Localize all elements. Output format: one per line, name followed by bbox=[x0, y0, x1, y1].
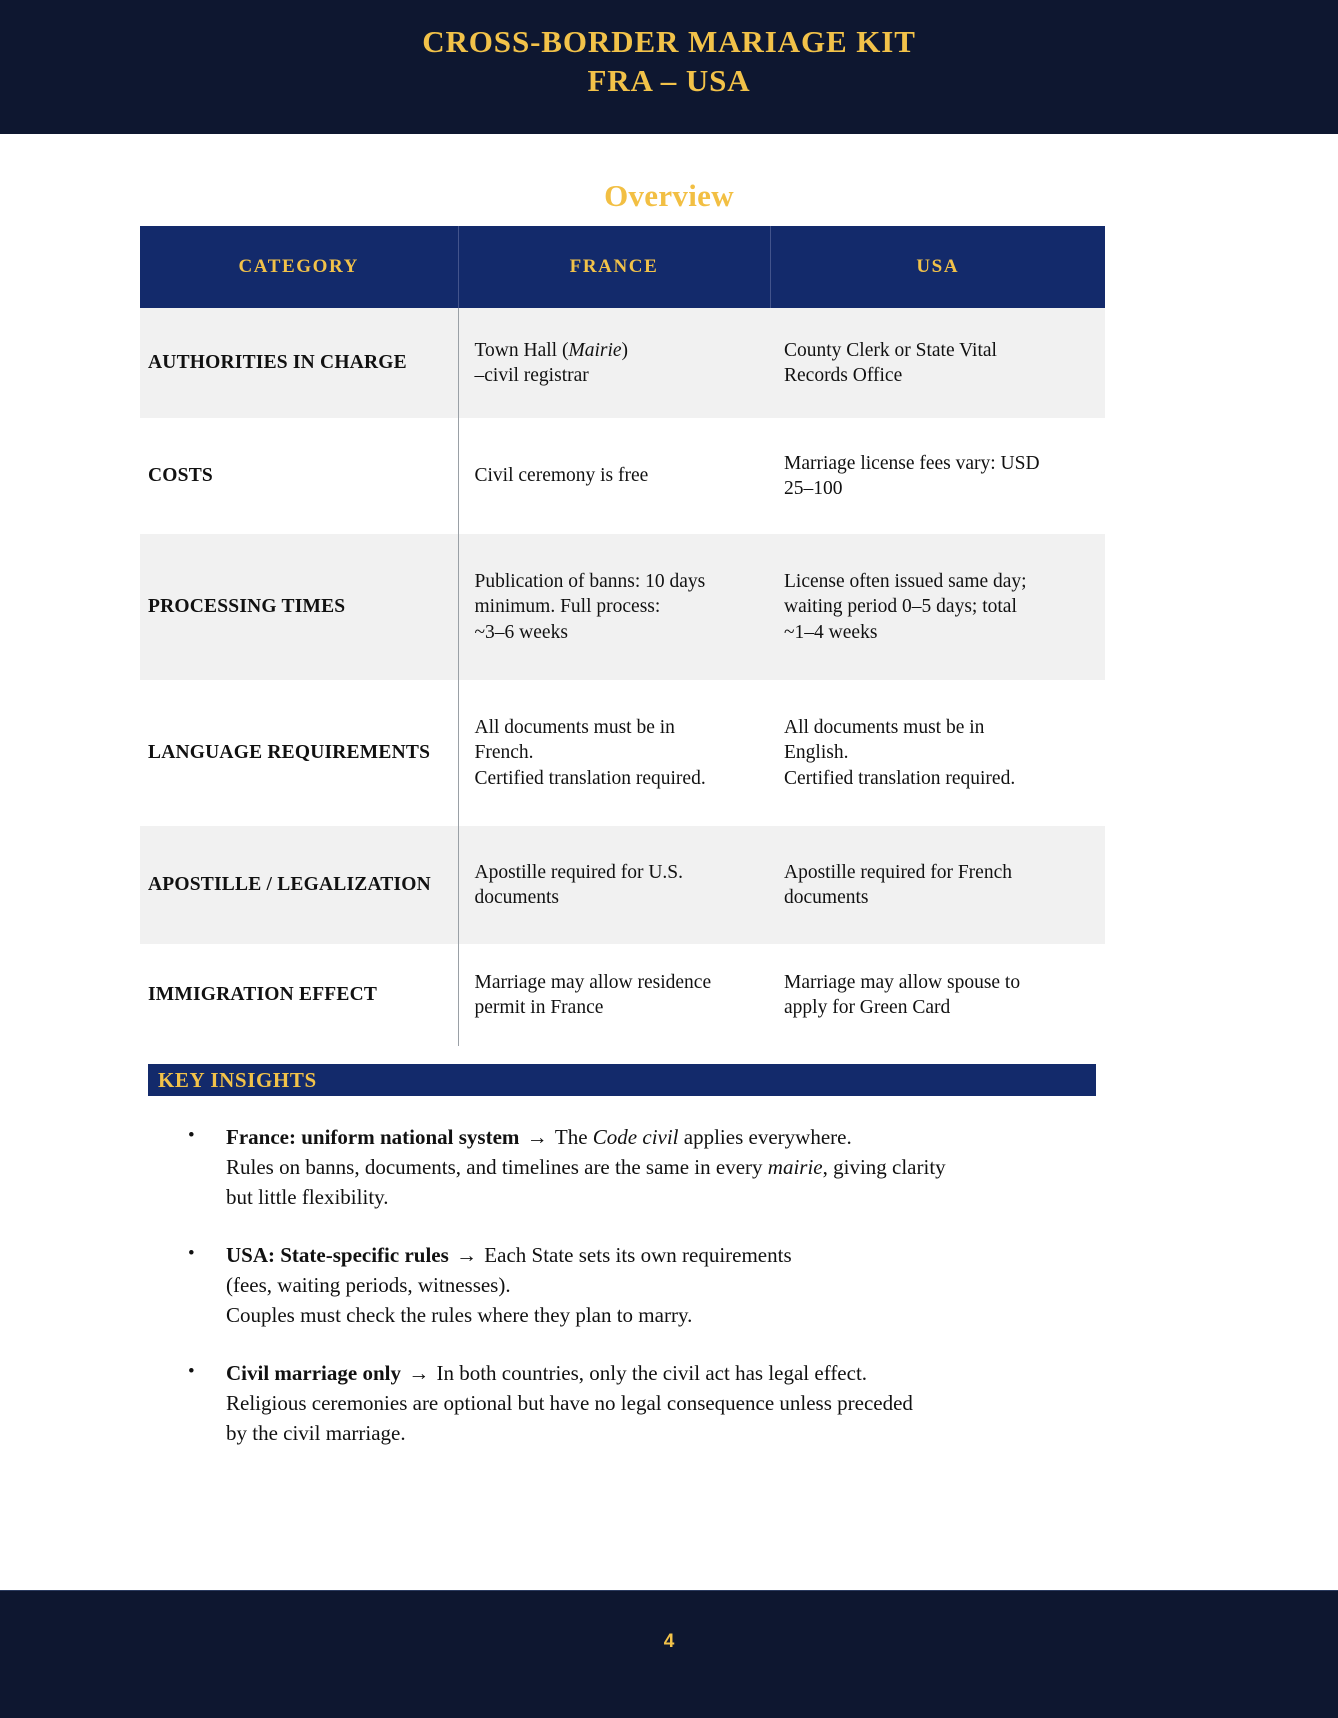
insight-line: but little flexibility. bbox=[226, 1185, 389, 1209]
cell-usa bbox=[770, 680, 1105, 826]
cell-line: Publication of banns: 10 days bbox=[474, 570, 706, 592]
cell-usa bbox=[770, 418, 1105, 534]
cell-france bbox=[458, 418, 770, 534]
arrow-icon: → bbox=[450, 1243, 483, 1267]
page-content bbox=[0, 178, 1338, 1448]
cell-line: Certified translation required. bbox=[784, 767, 1016, 789]
cell-line: apply for Green Card bbox=[784, 997, 951, 1018]
cell-line: County Clerk or State Vital bbox=[784, 339, 997, 361]
cell-usa bbox=[770, 534, 1105, 680]
cell-line: ~3–6 weeks bbox=[474, 621, 568, 643]
cell-category: COSTS bbox=[140, 418, 458, 534]
document-header-banner bbox=[0, 0, 1338, 134]
table-row bbox=[140, 308, 1105, 418]
cell-line: Town Hall (Mairie) bbox=[474, 339, 629, 361]
cell-usa bbox=[770, 308, 1105, 418]
cell-usa bbox=[770, 826, 1105, 944]
cell-category: AUTHORITIES IN CHARGE bbox=[140, 308, 458, 418]
key-insight-item bbox=[188, 1122, 1198, 1212]
cell-france bbox=[458, 826, 770, 944]
cell-line: ~1–4 weeks bbox=[784, 621, 878, 643]
table-body bbox=[140, 308, 1105, 1046]
cell-france bbox=[458, 680, 770, 826]
table-header-row bbox=[140, 226, 1105, 308]
table-row bbox=[140, 680, 1105, 826]
table-row bbox=[140, 534, 1105, 680]
cell-category: APOSTILLE / LEGALIZATION bbox=[140, 826, 458, 944]
column-header-category: CATEGORY bbox=[140, 226, 458, 308]
page-number: 4 bbox=[663, 1631, 675, 1652]
cell-line: English. bbox=[784, 742, 849, 764]
cell-line: Certified translation required. bbox=[474, 767, 706, 789]
cell-line: Civil ceremony is free bbox=[474, 465, 649, 487]
cell-france bbox=[458, 534, 770, 680]
key-insights-band bbox=[148, 1064, 1096, 1096]
cell-category: PROCESSING TIMES bbox=[140, 534, 458, 680]
cell-line: minimum. Full process: bbox=[474, 596, 661, 618]
cell-line: All documents must be in bbox=[474, 716, 675, 738]
column-header-france: FRANCE bbox=[458, 226, 770, 308]
key-insight-item bbox=[188, 1240, 1198, 1330]
cell-category: IMMIGRATION EFFECT bbox=[140, 944, 458, 1046]
insight-line: Rules on banns, documents, and timelines are the same in every mairie, giving clarity bbox=[226, 1155, 946, 1179]
insight-line: Religious ceremonies are optional but have no legal consequence unless preceded bbox=[226, 1391, 913, 1415]
arrow-icon: → bbox=[402, 1361, 435, 1385]
cell-line: –civil registrar bbox=[474, 365, 589, 386]
cell-line: Marriage license fees vary: USD bbox=[784, 452, 1040, 474]
insight-lead: France: uniform national system bbox=[226, 1125, 520, 1149]
insight-first-line: • Civil marriage only → In both countries, only the civil act has legal effect. bbox=[226, 1361, 868, 1385]
cell-category: LANGUAGE REQUIREMENTS bbox=[140, 680, 458, 826]
cell-france bbox=[458, 308, 770, 418]
key-insights-list bbox=[140, 1122, 1198, 1448]
cell-line: documents bbox=[784, 887, 869, 908]
key-insight-item bbox=[188, 1358, 1198, 1448]
insight-line: by the civil marriage. bbox=[226, 1421, 406, 1445]
table-row bbox=[140, 944, 1105, 1046]
cell-france bbox=[458, 944, 770, 1046]
insight-lead: Civil marriage only bbox=[226, 1361, 401, 1385]
insight-line: (fees, waiting periods, witnesses). bbox=[226, 1273, 511, 1297]
cell-line: documents bbox=[474, 887, 559, 908]
cell-line: permit in France bbox=[474, 997, 604, 1018]
overview-comparison-table bbox=[140, 226, 1105, 1046]
cell-line: French. bbox=[474, 742, 534, 764]
table-row bbox=[140, 826, 1105, 944]
cell-line: 25–100 bbox=[784, 478, 843, 499]
insight-first-line: • France: uniform national system → The Code civil applies everywhere. bbox=[226, 1125, 852, 1149]
insight-lead: USA: State-specific rules bbox=[226, 1243, 449, 1267]
cell-line: Records Office bbox=[784, 365, 903, 386]
cell-usa bbox=[770, 944, 1105, 1046]
table-row bbox=[140, 418, 1105, 534]
cell-line: License often issued same day; bbox=[784, 570, 1027, 592]
key-insights-label: KEY INSIGHTS bbox=[158, 1067, 317, 1092]
insight-first-line: • USA: State-specific rules → Each State sets its own requirements bbox=[226, 1243, 792, 1267]
cell-line: All documents must be in bbox=[784, 716, 985, 738]
insight-line: Couples must check the rules where they plan to marry. bbox=[226, 1303, 693, 1327]
cell-line: Apostille required for U.S. bbox=[474, 861, 684, 883]
cell-line: waiting period 0–5 days; total bbox=[784, 596, 1017, 618]
section-title-overview: Overview bbox=[604, 178, 734, 213]
document-footer-banner bbox=[0, 1590, 1338, 1718]
column-header-usa: USA bbox=[770, 226, 1105, 308]
cell-line: Marriage may allow spouse to bbox=[784, 971, 1021, 993]
document-title-line-2: FRA – USA bbox=[587, 63, 751, 98]
document-title-line-1: CROSS-BORDER MARIAGE KIT bbox=[422, 24, 916, 59]
cell-line: Marriage may allow residence bbox=[474, 971, 712, 993]
cell-line: Apostille required for French bbox=[784, 861, 1012, 883]
arrow-icon: → bbox=[521, 1125, 553, 1149]
